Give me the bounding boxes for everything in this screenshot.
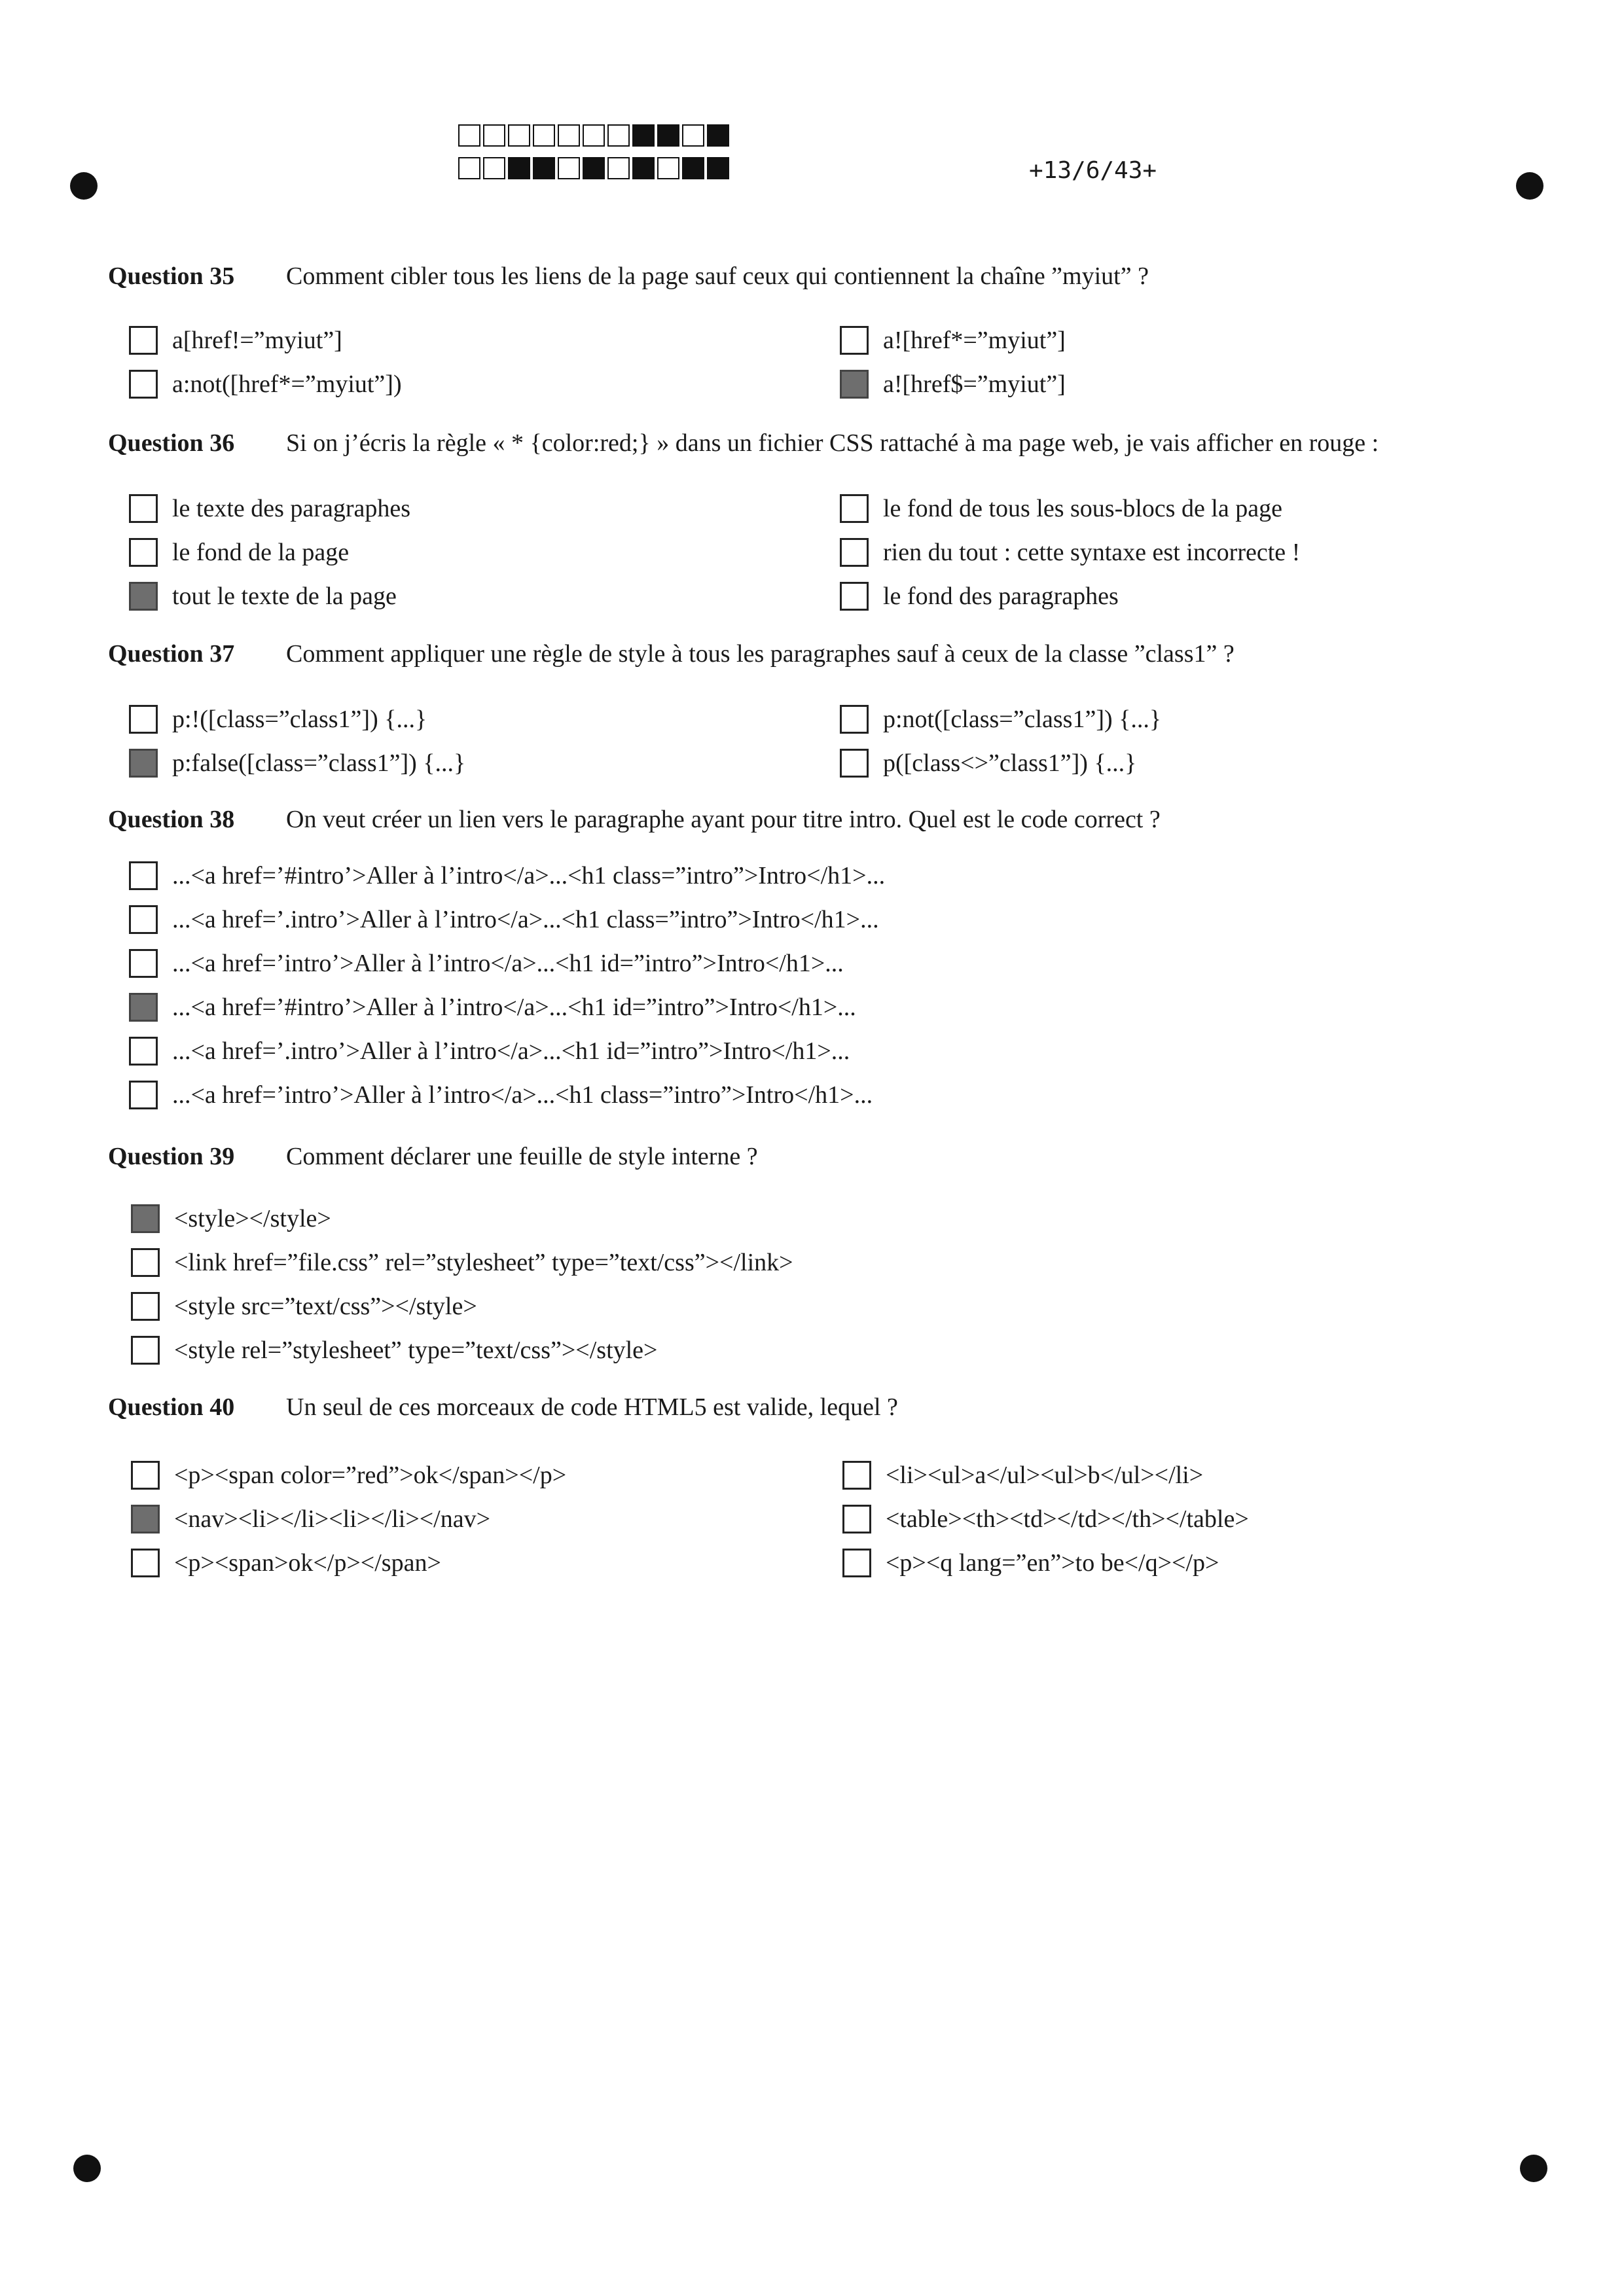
answer-text: rien du tout : cette syntaxe est incorrecte ! (883, 539, 1301, 566)
registration-mark-top-right (1516, 172, 1543, 200)
answer-text: p:!([class=”class1”]) {...} (172, 706, 427, 733)
answer-checkbox-checked[interactable] (840, 370, 869, 399)
answer-text: a[href!=”myiut”] (172, 327, 342, 354)
answer-text: <li><ul>a</ul><ul>b</ul></li> (886, 1462, 1204, 1489)
barcode-cell (607, 157, 630, 179)
barcode-cell (533, 124, 555, 147)
barcode-cell (508, 124, 530, 147)
answer-checkbox[interactable] (129, 1081, 158, 1109)
answer-option[interactable] (129, 861, 885, 890)
answer-text: p:false([class=”class1”]) {...} (172, 749, 466, 777)
registration-mark-bottom-left (73, 2155, 101, 2182)
answer-checkbox[interactable] (131, 1248, 160, 1277)
answer-checkbox-checked[interactable] (129, 749, 158, 778)
question-heading (108, 262, 1149, 291)
barcode-row-1 (458, 124, 732, 147)
barcode-cell (558, 124, 580, 147)
answer-option[interactable] (131, 1549, 441, 1577)
barcode-cell (707, 124, 729, 147)
answer-checkbox[interactable] (131, 1292, 160, 1321)
registration-mark-bottom-right (1520, 2155, 1547, 2182)
answer-option[interactable] (129, 1081, 873, 1109)
answer-text: le fond de la page (172, 539, 350, 566)
barcode-cell (632, 157, 655, 179)
answer-option[interactable] (842, 1461, 1203, 1490)
answer-text: ...<a href=’intro’>Aller à l’intro</a>...<h1 class=”intro”>Intro</h1>... (172, 1081, 873, 1109)
answer-text: ...<a href=’#intro’>Aller à l’intro</a>...<h1 id=”intro”>Intro</h1>... (172, 994, 856, 1021)
question-text: Comment déclarer une feuille de style interne ? (286, 1143, 758, 1170)
question-number: Question 36 (108, 429, 235, 457)
barcode-row-2 (458, 157, 732, 179)
answer-option[interactable] (129, 582, 397, 611)
answer-option[interactable] (129, 326, 342, 355)
question-number: Question 37 (108, 640, 235, 668)
question-text: Un seul de ces morceaux de code HTML5 est valide, lequel ? (286, 1393, 898, 1421)
answer-checkbox-checked[interactable] (131, 1204, 160, 1233)
question-heading (108, 639, 1235, 668)
answer-option[interactable] (129, 905, 879, 934)
answer-option[interactable] (129, 705, 427, 734)
barcode-cell (707, 157, 729, 179)
answer-text: ...<a href=’.intro’>Aller à l’intro</a>...<h1 class=”intro”>Intro</h1>... (172, 906, 879, 933)
answer-option[interactable] (129, 749, 465, 778)
barcode-cell (583, 157, 605, 179)
answer-option[interactable] (840, 705, 1161, 734)
answer-option[interactable] (131, 1505, 490, 1534)
answer-text: ...<a href=’#intro’>Aller à l’intro</a>...<h1 class=”intro”>Intro</h1>... (172, 862, 886, 889)
answer-checkbox[interactable] (840, 582, 869, 611)
page-identifier: +13/6/43+ (1029, 157, 1157, 184)
question-number: Question 35 (108, 262, 235, 290)
answer-text: le texte des paragraphes (172, 495, 410, 522)
question-text: Comment cibler tous les liens de la page sauf ceux qui contiennent la chaîne ”myiut” ? (286, 262, 1149, 290)
barcode-cell (533, 157, 555, 179)
question-number: Question 40 (108, 1393, 235, 1421)
answer-checkbox[interactable] (840, 494, 869, 523)
answer-checkbox[interactable] (129, 949, 158, 978)
barcode-cell (558, 157, 580, 179)
answer-option[interactable] (129, 1037, 850, 1066)
answer-option[interactable] (131, 1204, 331, 1233)
answer-checkbox[interactable] (840, 705, 869, 734)
answer-option[interactable] (840, 494, 1282, 523)
barcode-cell (657, 157, 679, 179)
answer-text: <style></style> (174, 1205, 331, 1232)
answer-checkbox[interactable] (840, 538, 869, 567)
answer-checkbox[interactable] (842, 1549, 871, 1577)
barcode-cell (583, 124, 605, 147)
answer-option[interactable] (842, 1505, 1249, 1534)
answer-text: le fond de tous les sous-blocs de la page (883, 495, 1282, 522)
answer-text: a:not([href*=”myiut”]) (172, 370, 402, 398)
answer-option[interactable] (840, 538, 1300, 567)
answer-text: <style rel=”stylesheet” type=”text/css”></style> (174, 1336, 658, 1364)
barcode-cell (632, 124, 655, 147)
barcode-cell (458, 124, 480, 147)
answer-option[interactable] (129, 370, 402, 399)
answer-checkbox[interactable] (840, 749, 869, 778)
barcode-cell (607, 124, 630, 147)
answer-option[interactable] (840, 370, 1066, 399)
answer-text: <link href=”file.css” rel=”stylesheet” type=”text/css”></link> (174, 1249, 793, 1276)
barcode-cell (682, 157, 704, 179)
answer-checkbox-checked[interactable] (129, 582, 158, 611)
answer-checkbox[interactable] (131, 1549, 160, 1577)
answer-checkbox[interactable] (842, 1461, 871, 1490)
answer-text: <style src=”text/css”></style> (174, 1293, 477, 1320)
answer-option[interactable] (129, 949, 844, 978)
barcode-cell (458, 157, 480, 179)
question-heading (108, 429, 1379, 457)
answer-checkbox[interactable] (840, 326, 869, 355)
barcode-cell (657, 124, 679, 147)
answer-text: <p><span color=”red”>ok</span></p> (174, 1462, 567, 1489)
answer-option[interactable] (840, 749, 1136, 778)
answer-text: le fond des paragraphes (883, 583, 1119, 610)
answer-checkbox-checked[interactable] (131, 1505, 160, 1534)
answer-text: a![href$=”myiut”] (883, 370, 1066, 398)
answer-checkbox-checked[interactable] (129, 993, 158, 1022)
answer-option[interactable] (840, 326, 1066, 355)
question-heading (108, 1142, 758, 1171)
answer-option[interactable] (842, 1549, 1219, 1577)
barcode-cell (483, 157, 505, 179)
answer-checkbox[interactable] (842, 1505, 871, 1534)
question-text: Si on j’écris la règle « * {color:red;} » dans un fichier CSS rattaché à ma page web, je vais afficher en rouge : (286, 429, 1379, 457)
question-number: Question 38 (108, 806, 235, 833)
answer-checkbox[interactable] (129, 1037, 158, 1066)
question-number: Question 39 (108, 1143, 235, 1170)
answer-checkbox[interactable] (129, 905, 158, 934)
answer-checkbox[interactable] (129, 861, 158, 890)
answer-text: ...<a href=’intro’>Aller à l’intro</a>...<h1 id=”intro”>Intro</h1>... (172, 950, 844, 977)
barcode-cell (508, 157, 530, 179)
answer-text: p([class<>”class1”]) {...} (883, 749, 1137, 777)
barcode-cell (682, 124, 704, 147)
answer-checkbox[interactable] (129, 705, 158, 734)
answer-text: p:not([class=”class1”]) {...} (883, 706, 1162, 733)
answer-checkbox[interactable] (129, 326, 158, 355)
question-heading (108, 805, 1161, 834)
answer-checkbox[interactable] (131, 1461, 160, 1490)
answer-option[interactable] (129, 538, 349, 567)
answer-text: <p><q lang=”en”>to be</q></p> (886, 1549, 1219, 1577)
question-text: On veut créer un lien vers le paragraphe ayant pour titre intro. Quel est le code correct ? (286, 806, 1161, 833)
registration-mark-top-left (70, 172, 98, 200)
answer-text: <nav><li></li><li></li></nav> (174, 1505, 491, 1533)
answer-checkbox[interactable] (129, 538, 158, 567)
answer-option[interactable] (840, 582, 1119, 611)
answer-text: tout le texte de la page (172, 583, 397, 610)
answer-checkbox[interactable] (129, 370, 158, 399)
answer-text: <table><th><td></td></th></table> (886, 1505, 1249, 1533)
answer-checkbox[interactable] (129, 494, 158, 523)
answer-option[interactable] (131, 1336, 657, 1365)
question-text: Comment appliquer une règle de style à tous les paragraphes sauf à ceux de la classe ”class1” ? (286, 640, 1235, 668)
answer-option[interactable] (129, 494, 410, 523)
answer-text: ...<a href=’.intro’>Aller à l’intro</a>...<h1 id=”intro”>Intro</h1>... (172, 1037, 850, 1065)
answer-option[interactable] (131, 1461, 566, 1490)
question-heading (108, 1393, 898, 1422)
answer-option[interactable] (131, 1292, 477, 1321)
answer-text: a![href*=”myiut”] (883, 327, 1066, 354)
barcode-cell (483, 124, 505, 147)
answer-text: <p><span>ok</p></span> (174, 1549, 441, 1577)
answer-option[interactable] (131, 1248, 793, 1277)
answer-option[interactable] (129, 993, 856, 1022)
answer-checkbox[interactable] (131, 1336, 160, 1365)
